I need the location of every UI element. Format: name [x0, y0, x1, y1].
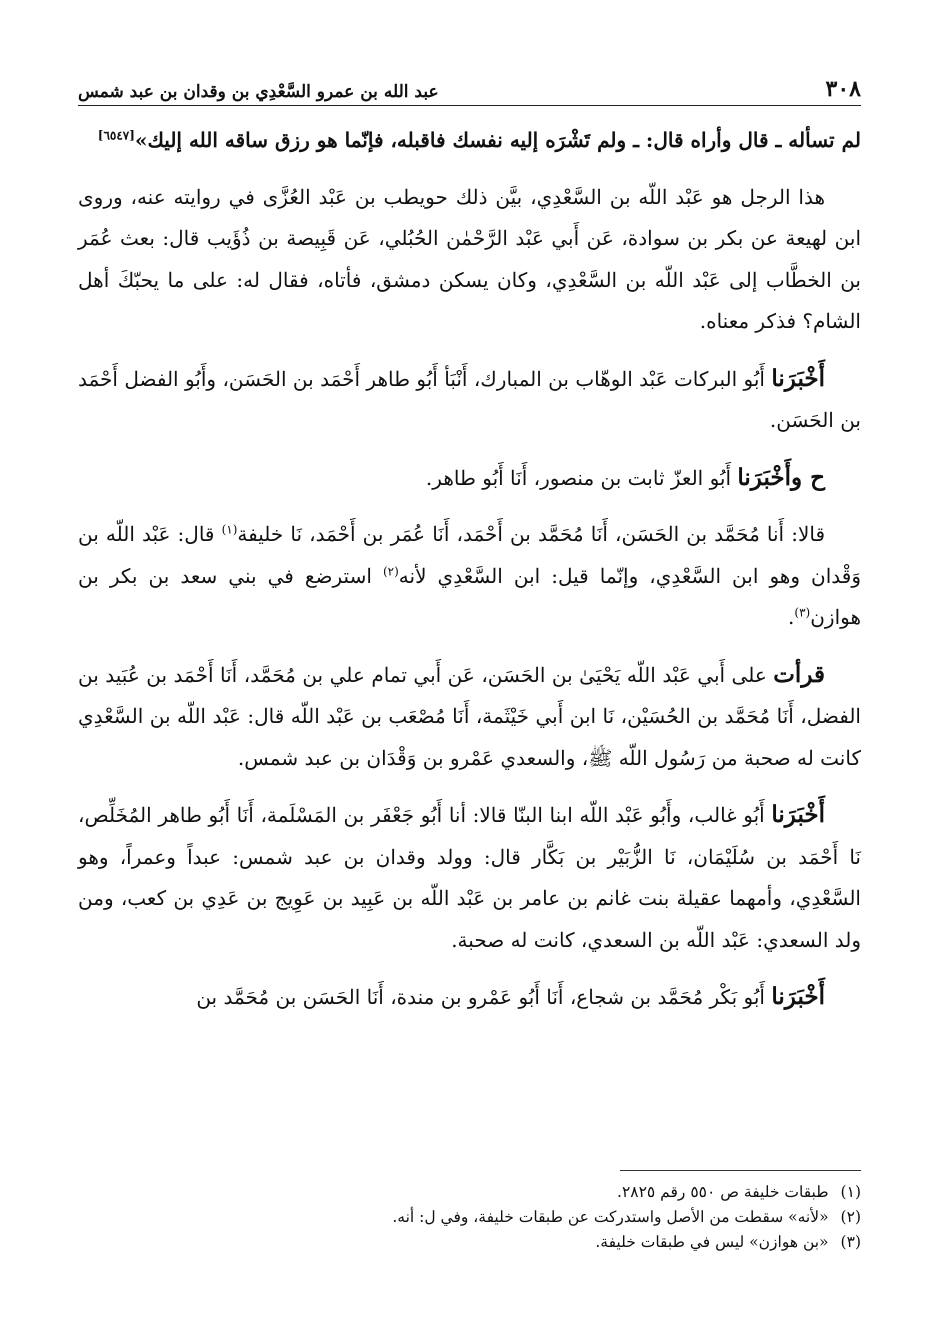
paragraph-8	[78, 976, 861, 1019]
paragraph-7-text: أَبُو غالب، وأَبُو عَبْد اللّه ابنا البنّا قالا: أنا أَبُو جَعْفَر بن المَسْلَمة، أَنَا أَبُو طاهر المُخَلِّص، نَا أَحْمَد بن سُلَيْمَان، نَا الزُّبَيْر بن بَكَّار قال: وولد وقدان بن عبد شمس: عبداً وعمراً، وهو السَّعْدِي، وأمهما عقيلة بنت غانم بن عامر بن عَبْد اللّه بن عَبِيد بن عَوِيج بن عَدِي بن كعب، ومن ولد السعدي: عَبْد اللّه بن السعدي، كانت له صحبة.	[78, 803, 861, 952]
paragraph-2: هذا الرجل هو عَبْد اللّه بن السَّعْدِي، بيَّن ذلك حويطب بن عَبْد العُزَّى في روايته عنه، وروى ابن لهيعة عن بكر بن سوادة، عَن أَبي عَبْد الرَّحْمٰن الحُبُلي، عَن قَبِيصة بن ذُؤَيب قال: بعث عُمَر بن الخطَّاب إلى عَبْد اللّه بن السَّعْدِي، وكان يسكن دمشق، فأتاه، فقال له: على ما يحبّكَ أهل الشام؟ فذكر معناه.	[78, 184, 861, 333]
footnote-rule	[620, 1170, 861, 1171]
footnote-text: طبقات خليفة ص ٥٥٠ رقم ٢٨٢٥.	[617, 1183, 829, 1201]
footnote-text: «بن هوازن» ليس في طبقات خليفة.	[595, 1233, 829, 1251]
footnote-marker-3: (٣)	[794, 605, 811, 620]
isnad-lead: ح وأَخْبَرَنا	[737, 463, 825, 491]
page-number: ٣٠٨	[825, 76, 861, 102]
paragraph-7	[78, 794, 861, 961]
footnote-1	[78, 1180, 861, 1205]
hadith-reference: [٦٥٤٧]	[97, 128, 135, 143]
paragraph-3	[78, 358, 861, 442]
footnote-number: (٣)	[840, 1233, 861, 1251]
page-header	[78, 60, 861, 102]
paragraph-5-text-d: .	[788, 605, 795, 629]
footnote-3	[78, 1230, 861, 1255]
isnad-lead: أَخْبَرَنا	[771, 983, 825, 1010]
footnote-marker-2: (٢)	[382, 563, 399, 578]
paragraph-5-text-b: قال: عَبْد اللّه بن وَقْدان وهو ابن السَّعْدِي، وإنّما قيل: ابن السَّعْدِي لأنه	[78, 522, 861, 588]
paragraph-6-text: على أَبي عَبْد اللّه يَحْيَىٰ بن الحَسَن، عَن أَبي تمام علي بن مُحَمَّد، أَنَا أَحْمَد بن عُبَيد بن الفضل، أَنَا مُحَمَّد بن الحُسَيْن، نَا ابن أَبي خَيْثَمة، أَنَا مُصْعَب بن عَبْد اللّه قال: عَبْد اللّه بن السَّعْدِي كانت له صحبة من رَسُول اللّه ﷺ، والسعدي عَمْرو بن وَقْدَان بن عبد شمس.	[78, 662, 861, 770]
paragraph-5-text-a: قالا: أَنا مُحَمَّد بن الحَسَن، أَنَا مُحَمَّد بن أَحْمَد، أَنَا عُمَر بن أَحْمَد، نَا خليفة	[237, 522, 826, 546]
running-head: عبد الله بن عمرو السَّعْدِي بن وقدان بن عبد شمس	[78, 82, 439, 102]
header-rule	[78, 105, 861, 106]
footnote-number: (١)	[840, 1183, 861, 1201]
footnote-2	[78, 1205, 861, 1230]
paragraph-3-text: أَبُو البركات عَبْد الوهّاب بن المبارك، أَنْبَأ أَبُو طاهر أَحْمَد بن الحَسَن، وأَبُو الفضل أَحْمَد بن الحَسَن.	[78, 366, 861, 432]
paragraph-1-text: لم تسأله ـ قال وأراه قال: ـ ولم تَشْرَه إليه نفسك فاقبله، فإنّما هو رزق ساقه الله إليك»	[134, 128, 861, 152]
paragraph-1	[78, 120, 861, 162]
footnote-number: (٢)	[840, 1208, 861, 1226]
isnad-lead: أَخْبَرَنا	[771, 364, 825, 392]
footnote-marker-1: (١)	[221, 522, 238, 537]
paragraph-5	[78, 514, 861, 639]
paragraph-4	[78, 457, 861, 500]
footnotes	[78, 1180, 861, 1255]
main-text	[78, 120, 861, 1034]
paragraph-5-text-c: استرضع في بني سعد بن بكر بن هوازن	[78, 563, 861, 629]
isnad-lead: أَخْبَرَنا	[771, 801, 825, 828]
paragraph-6	[78, 654, 861, 780]
paragraph-8-text: أَبُو بَكْر مُحَمَّد بن شجاع، أَنَا أَبُو عَمْرو بن مندة، أَنَا الحَسَن بن مُحَمَّد بن	[196, 985, 765, 1009]
paragraph-4-text: أَبُو العزّ ثابت بن منصور، أَنَا أَبُو طاهر.	[425, 465, 732, 490]
footnote-text: «لأنه» سقطت من الأصل واستدركت عن طبقات خليفة، وفي ل: أنه.	[392, 1208, 829, 1226]
isnad-lead: قرأت	[773, 660, 826, 688]
